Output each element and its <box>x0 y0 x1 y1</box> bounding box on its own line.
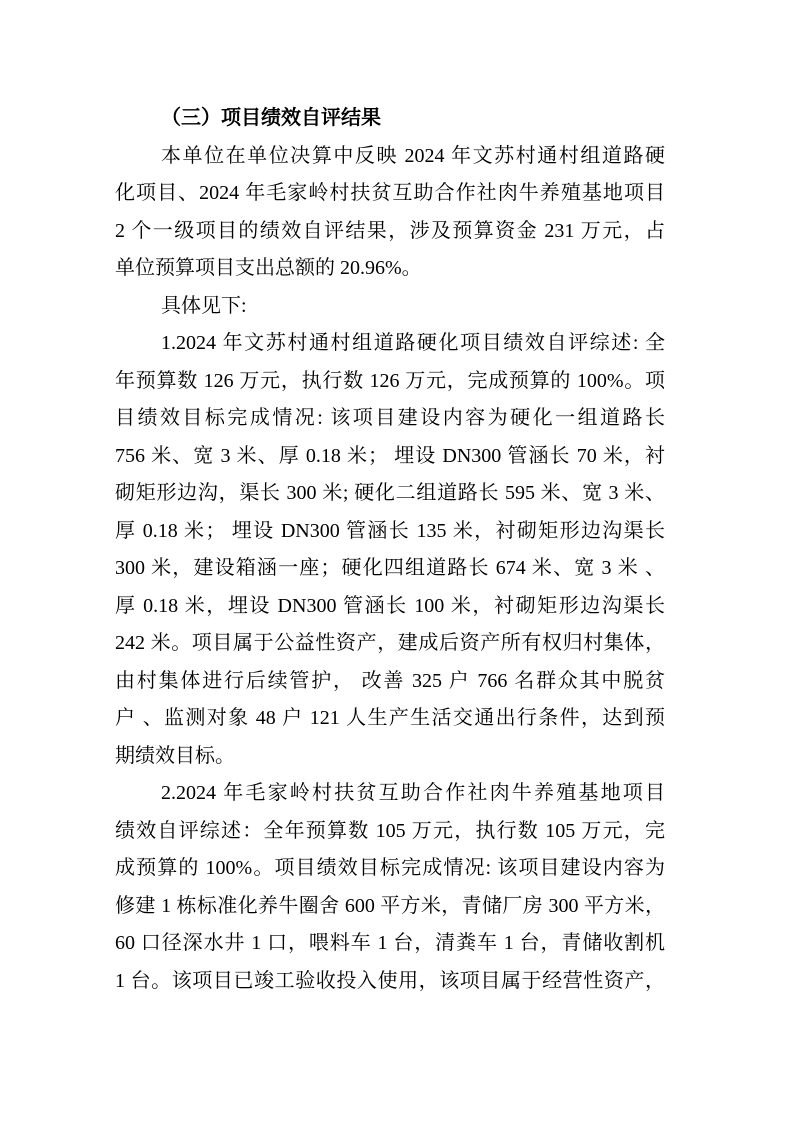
text-line: 由村集体进行后续管护， 改善 325 户 766 名群众其中脱贫 <box>115 669 665 692</box>
text-line: 60 口径深水井 1 口，喂料车 1 台，清粪车 1 台，青储收割机 <box>115 932 665 954</box>
text-line: 具体见下: <box>161 294 247 317</box>
text-line: 本单位在单位决算中反映 2024 年文苏村通村组道路硬 <box>161 144 665 167</box>
text-line: 期绩效目标。 <box>115 744 235 767</box>
text-line: 化项目、2024 年毛家岭村扶贫互助合作社肉牛养殖基地项目 <box>115 182 665 204</box>
text-line: 年预算数 126 万元，执行数 126 万元，完成预算的 100%。项 <box>115 369 665 392</box>
text-line: 目绩效目标完成情况: 该项目建设内容为硬化一组道路长 <box>115 407 665 429</box>
text-line: 2 个一级项目的绩效自评结果，涉及预算资金 231 万元，占 <box>115 219 665 242</box>
text-line: 厚 0.18 米； 埋设 DN300 管涵长 135 米，衬砌矩形边沟渠长 <box>115 519 665 542</box>
text-line: 756 米、宽 3 米、厚 0.18 米； 埋设 DN300 管涵长 70 米，衬 <box>115 444 665 467</box>
text-line: 1 台。该项目已竣工验收投入使用，该项目属于经营性资产， <box>115 969 665 992</box>
text-line: 厚 0.18 米，埋设 DN300 管涵长 100 米，衬砌矩形边沟渠长 <box>115 594 665 617</box>
text-line: 242 米。项目属于公益性资产，建成后资产所有权归村集体， <box>115 632 665 654</box>
text-line: 绩效自评综述：全年预算数 105 万元，执行数 105 万元，完 <box>115 819 665 842</box>
text-line: 2.2024 年毛家岭村扶贫互助合作社肉牛养殖基地项目 <box>161 782 665 804</box>
text-line: 1.2024 年文苏村通村组道路硬化项目绩效自评综述: 全 <box>161 332 665 354</box>
text-line: 修建 1 栋标准化养牛圈舍 600 平方米，青储厂房 300 平方米， <box>115 894 665 917</box>
document-content <box>115 100 665 1000</box>
text-line: 砌矩形边沟，渠长 300 米; 硬化二组道路长 595 米、宽 3 米、 <box>115 482 665 504</box>
text-line: 户 、监测对象 48 户 121 人生产生活交通出行条件，达到预 <box>115 707 665 729</box>
text-line: 单位预算项目支出总额的 20.96%。 <box>115 257 422 279</box>
section-heading: （三）项目绩效自评结果 <box>161 107 381 129</box>
text-line: 300 米，建设箱涵一座；硬化四组道路长 674 米、宽 3 米 、 <box>115 557 665 579</box>
text-line: 成预算的 100%。项目绩效目标完成情况: 该项目建设内容为 <box>115 857 665 879</box>
